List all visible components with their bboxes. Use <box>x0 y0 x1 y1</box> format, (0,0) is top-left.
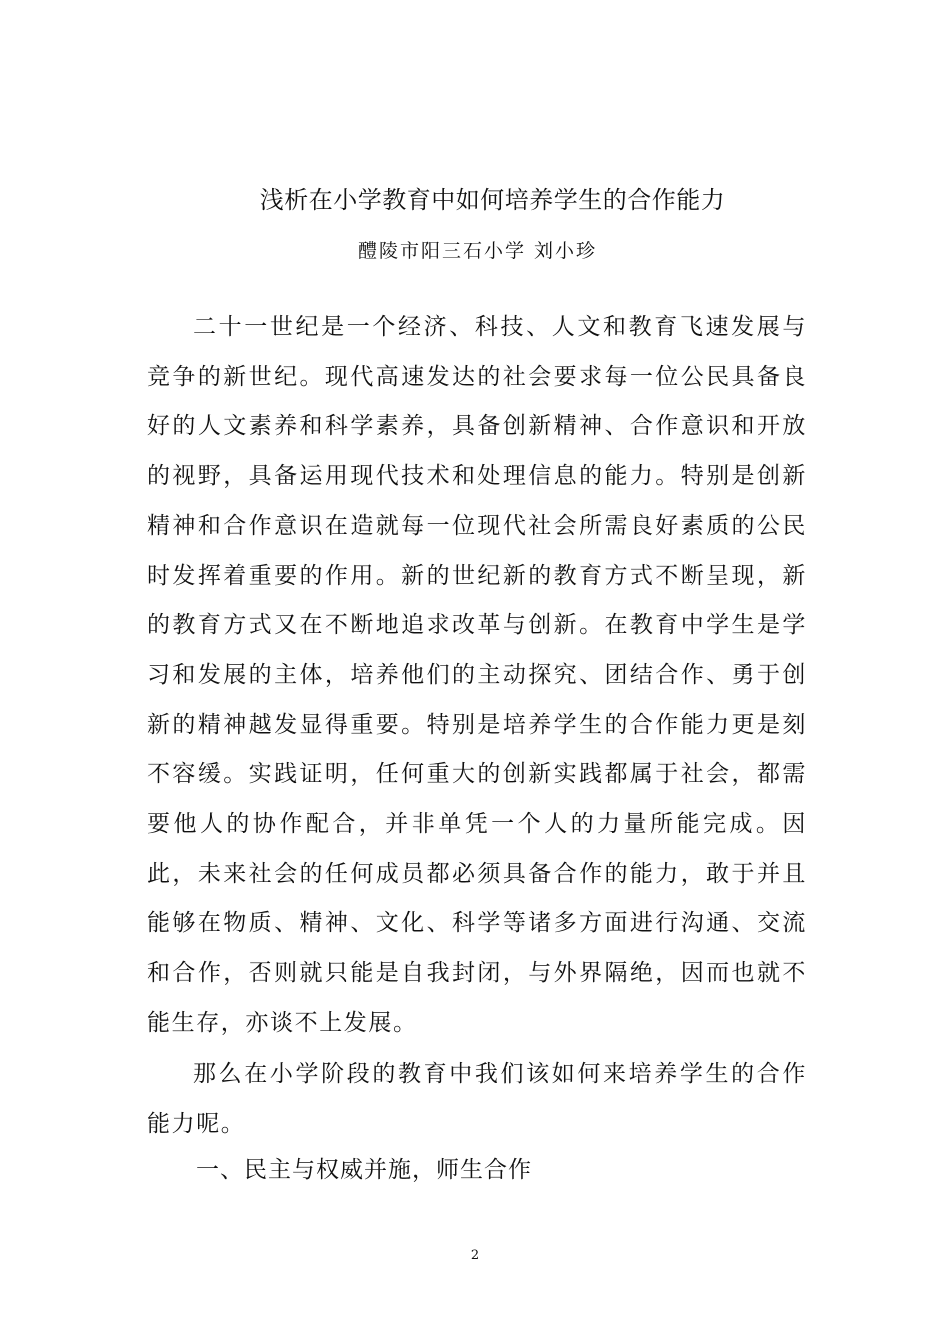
body-paragraph-1: 二十一世纪是一个经济、科技、人文和教育飞速发展与竞争的新世纪。现代高速发达的社会要求每一位公民具备良好的人文素养和科学素养，具备创新精神、合作意识和开放的视野，具备运用现代技术和处理信息的能力。特别是创新精神和合作意识在造就每一位现代社会所需良好素质的公民时发挥着重要的作用。新的世纪新的教育方式不断呈现，新的教育方式又在不断地追求改革与创新。在教育中学生是学习和发展的主体，培养他们的主动探究、团结合作、勇于创新的精神越发显得重要。特别是培养学生的合作能力更是刻不容缓。实践证明，任何重大的创新实践都属于社会，都需要他人的协作配合，并非单凭一个人的力量所能完成。因此，未来社会的任何成员都必须具备合作的能力，敢于并且能够在物质、精神、文化、科学等诸多方面进行沟通、交流和合作，否则就只能是自我封闭，与外界隔绝，因而也就不能生存，亦谈不上发展。 <box>147 314 807 1036</box>
body-paragraph-2: 那么在小学阶段的教育中我们该如何来培养学生的合作能力呢。 <box>147 1061 807 1137</box>
page-number: 2 <box>470 1248 480 1263</box>
document-title: 浅析在小学教育中如何培养学生的合作能力 <box>259 186 726 214</box>
author-line: 醴陵市阳三石小学 刘小珍 <box>357 240 598 262</box>
section-heading: 一、民主与权威并施，师生合作 <box>196 1157 532 1183</box>
